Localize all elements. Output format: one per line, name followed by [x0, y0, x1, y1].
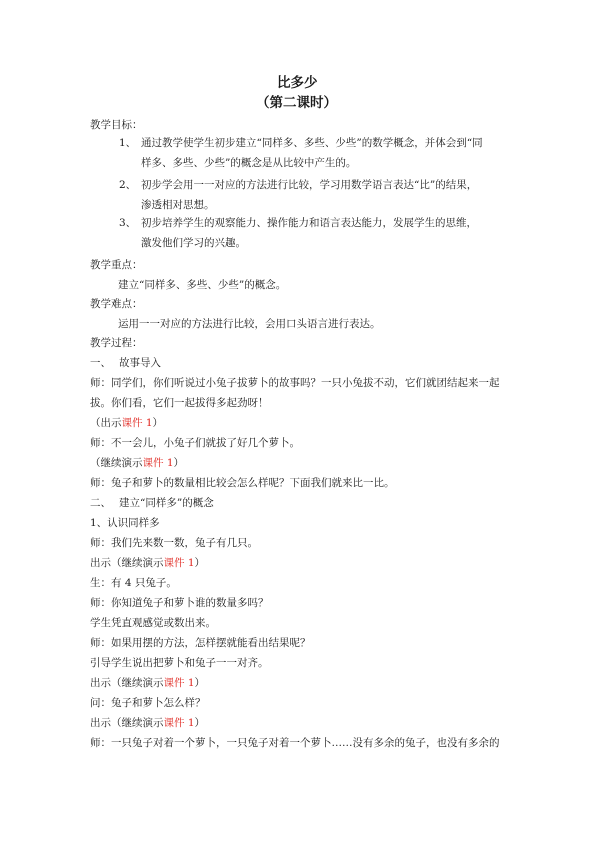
courseware-note	[90, 718, 205, 729]
process-heading: 教学过程：	[90, 337, 143, 349]
goal-text-2: 初步学会用一一对应的方法进行比较，学习用数学语言表达“比”的结果，渗透相对思想。	[141, 179, 478, 211]
section-number-2: 二、	[90, 497, 111, 509]
document-subtitle: （第二课时）	[256, 95, 337, 111]
paragraph-line: 师：一只兔子对着一个萝卜，一只兔子对着一个萝卜……没有多余的兔子，也没有多余的	[90, 737, 500, 749]
paragraph-line: 师：兔子和萝卜的数量相比较会怎么样呢？下面我们就来比一比。	[90, 477, 395, 489]
paragraph-line: 师：不一会儿，小兔子们就拔了好几个萝卜。	[90, 437, 300, 449]
courseware-note-prefix: 出示（继续演示	[90, 677, 164, 689]
courseware-note-prefix: （继续演示	[90, 457, 143, 469]
paragraph-line: 拔。你们看，它们一起拔得多起劲呀！	[90, 397, 269, 409]
courseware-note	[90, 678, 205, 689]
goal-number-3: 3、	[119, 217, 137, 229]
goal-number-1: 1、	[119, 137, 137, 149]
paragraph-line: 师：同学们，你们听说过小兔子拔萝卜的故事吗？一只小兔拔不动，它们就团结起来一起	[90, 377, 500, 389]
courseware-link: 课件 1	[121, 417, 153, 429]
paragraph-line: 引导学生说出把萝卜和兔子一一对齐。	[90, 657, 269, 669]
paragraph-line: 生：有 4 只兔子。	[90, 577, 177, 589]
goal-number-2: 2、	[119, 179, 137, 191]
paragraph-line: 学生凭直观感觉或数出来。	[90, 617, 216, 629]
key-point-text: 建立“同样多、多些、少些”的概念。	[118, 279, 287, 291]
courseware-link: 课件 1	[163, 717, 195, 729]
difficulty-heading: 教学难点：	[90, 298, 143, 310]
section-title-1: 故事导入	[119, 357, 161, 369]
courseware-link: 课件 1	[142, 457, 174, 469]
section-title-2: 建立“同样多”的概念	[119, 497, 214, 509]
courseware-note-suffix: ）	[173, 457, 185, 469]
paragraph-line: 师：如果用摆的方法，怎样摆就能看出结果呢？	[90, 637, 311, 649]
goals-heading: 教学目标：	[90, 119, 143, 131]
goal-text-1: 通过教学使学生初步建立“同样多、多些、少些”的数学概念，并体会到“同样多、多些、少些”的概念是从比较中产生的。	[141, 137, 483, 169]
difficulty-text: 运用一一对应的方法进行比较，会用口头语言进行表达。	[118, 318, 381, 330]
courseware-note	[90, 458, 184, 469]
section-number-1: 一、	[90, 357, 111, 369]
courseware-note	[90, 558, 205, 569]
courseware-note-suffix: ）	[194, 677, 206, 689]
courseware-link: 课件 1	[163, 677, 195, 689]
subsection-title: 1、认识同样多	[90, 517, 160, 529]
courseware-note-prefix: 出示（继续演示	[90, 717, 164, 729]
courseware-note-suffix: ）	[194, 717, 206, 729]
courseware-note	[90, 418, 163, 429]
key-point-heading: 教学重点：	[90, 259, 143, 271]
paragraph-line: 师：你知道兔子和萝卜谁的数量多吗？	[90, 597, 269, 609]
paragraph-line: 问：兔子和萝卜怎么样？	[90, 697, 206, 709]
courseware-note-suffix: ）	[194, 557, 206, 569]
goal-text-3: 初步培养学生的观察能力、操作能力和语言表达能力，发展学生的思维，激发他们学习的兴趣。	[141, 217, 477, 249]
paragraph-line: 师：我们先来数一数，兔子有几只。	[90, 537, 258, 549]
courseware-link: 课件 1	[163, 557, 195, 569]
courseware-note-suffix: ）	[152, 417, 164, 429]
document-title: 比多少	[277, 75, 318, 91]
courseware-note-prefix: 出示（继续演示	[90, 557, 164, 569]
courseware-note-prefix: （出示	[90, 417, 122, 429]
